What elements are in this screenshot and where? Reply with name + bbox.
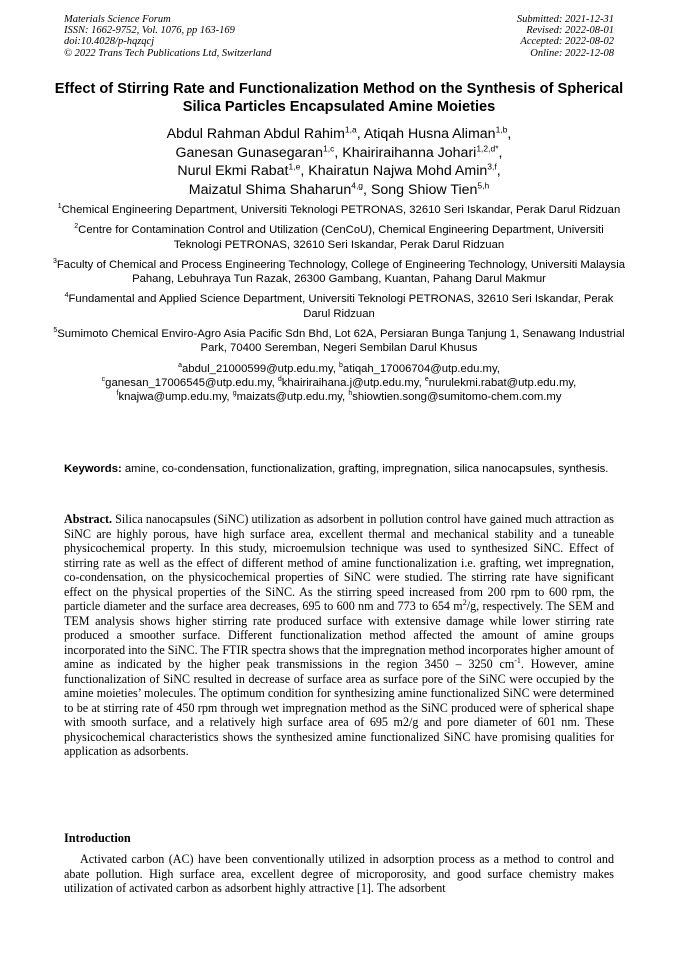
email-link[interactable]: nurulekmi.rabat@utp.edu.my, <box>428 376 577 389</box>
email-marker: h <box>348 390 353 398</box>
issn-line: ISSN: 1662-9752, Vol. 1076, pp 163-169 <box>64 25 235 37</box>
affiliation-4 <box>52 292 626 321</box>
author-marker: 5,h <box>477 180 490 191</box>
author-marker: 1,2,d* <box>476 142 499 153</box>
abstract-text: /g, respectively. The SEM and TEM analysis shows higher stirring rate produced surface with extensive damage while lower stirring rate produced a smoother surface. Different functionalization method affected the amount of amine groups incorporated into the SiNC. The FTIR spectra shows that the impregnation method incorporates higher amount of amine as indicated by the higher peak transmissions in the region 3450 – 3250 cm <box>64 599 614 671</box>
email-marker: g <box>232 390 237 398</box>
keywords-section <box>64 462 614 477</box>
email-marker: e <box>424 376 429 384</box>
paper-title: Effect of Stirring Rate and Functionalization Method on the Synthesis of Spherical Silica Particles Encapsulated Amine Moieties <box>54 81 624 115</box>
abstract-label: Abstract. <box>64 512 113 526</box>
affiliation-number: 4 <box>64 292 69 300</box>
email-link[interactable]: maizats@utp.edu.my, <box>236 391 346 404</box>
email-marker: f <box>116 390 119 398</box>
revised-date: Revised: 2022-08-01 <box>526 25 614 37</box>
online-date: Online: 2022-12-08 <box>530 47 614 59</box>
affiliation-number: 1 <box>57 203 62 211</box>
email-marker: b <box>339 361 343 369</box>
affiliation-text: Fundamental and Applied Science Department, Universiti Teknologi PETRONAS, 32610 Seri Iskandar, Perak Darul Ridzuan <box>68 293 614 320</box>
author-name: Maizatul Shima Shaharun <box>188 181 352 198</box>
author-marker: 4,g <box>351 180 364 191</box>
abstract-section <box>64 512 614 759</box>
author-marker: 1,e <box>288 161 301 172</box>
email-list <box>52 362 626 405</box>
abstract-superscript: 2 <box>462 597 467 607</box>
author-name: Abdul Rahman Abdul Rahim <box>166 126 345 142</box>
email-link[interactable]: abdul_21000599@utp.edu.my, <box>182 362 336 375</box>
abstract-text: Silica nanocapsules (SiNC) utilization as adsorbent in pollution control have gained much attraction as SiNC are highly porous, have high surface area, excellent thermal and mechanical stability and a tuneable physicochemical property. In this study, microemulsion technique was used to synthesized SiNC. Effect of stirring rate as well as the effect of different method of amine functionalization i.e. grafting, wet impregnation, co-condensation, on the physicochemical properties of SiNC were studied. The stirring rate have significant effect on the physical properties of the SiNC. As the stirring speed increased from 200 rpm to 600 rpm, the particle diameter and the surface area decreases, 695 to 600 nm and 773 to 654 m <box>64 512 614 613</box>
affiliation-number: 5 <box>53 327 58 335</box>
affiliation-2 <box>52 223 626 252</box>
affiliation-text: Sumimoto Chemical Enviro-Agro Asia Pacific Sdn Bhd, Lot 62A, Persiaran Bunga Tanjung 1, Senawang Industrial Park, 70400 Seremban, Negeri Sembilan Darul Khusus <box>57 328 625 355</box>
email-link[interactable]: shiowtien.song@sumitomo-chem.com.my <box>352 391 562 404</box>
keywords-text: amine, co-condensation, functionalization, grafting, impregnation, silica nanocapsules, synthesis. <box>121 463 609 475</box>
author-name: Nurul Ekmi Rabat <box>177 163 289 180</box>
journal-name: Materials Science Forum <box>64 14 171 25</box>
affiliation-text: Centre for Contamination Control and Utilization (CenCoU), Chemical Engineering Department, Universiti Teknologi PETRONAS, 32610 Seri Iskandar, Perak Darul Ridzuan <box>78 224 604 251</box>
affiliation-3 <box>52 258 626 287</box>
email-link[interactable]: knajwa@ump.edu.my, <box>118 391 230 404</box>
affiliation-text: Faculty of Chemical and Process Engineering Technology, College of Engineering Technology, Universiti Malaysia Pahang, Lebuhraya Tun Razak, 26300 Gambang, Kuantan, Pahang Darul Makmur <box>56 258 625 286</box>
author-name: Atiqah Husna Aliman <box>363 126 496 142</box>
journal-info <box>64 14 271 59</box>
email-link[interactable]: ganesan_17006545@utp.edu.my, <box>105 376 275 389</box>
author-name: Ganesan Gunasegaran <box>175 144 324 161</box>
email-link[interactable]: khairiraihana.j@utp.edu.my, <box>281 376 422 389</box>
abstract-superscript: -1 <box>514 655 521 665</box>
keywords-label: Keywords: <box>64 463 122 475</box>
accepted-date: Accepted: 2022-08-02 <box>520 36 614 48</box>
affiliations <box>52 203 626 405</box>
email-marker: a <box>178 361 183 369</box>
author-name: Song Shiow Tien <box>370 181 478 198</box>
dates-info <box>517 14 614 59</box>
email-marker: c <box>101 376 106 384</box>
author-marker: 1,b <box>495 124 508 135</box>
doi-line: doi:10.4028/p-hqzqcj <box>64 36 155 48</box>
author-marker: 1,a <box>344 124 357 135</box>
author-marker: 3,f <box>487 161 497 172</box>
email-link[interactable]: atiqah_17006704@utp.edu.my, <box>342 362 500 375</box>
affiliation-number: 2 <box>74 223 79 231</box>
author-name: Khairiraihanna Johari <box>342 144 477 161</box>
submitted-date: Submitted: 2021-12-31 <box>516 14 614 25</box>
author-name: Khairatun Najwa Mohd Amin <box>308 163 488 180</box>
affiliation-5 <box>52 327 626 356</box>
affiliation-text: Chemical Engineering Department, Universiti Teknologi PETRONAS, 32610 Seri Iskandar, Perak Darul Ridzuan <box>61 204 621 216</box>
introduction-heading: Introduction <box>64 831 131 845</box>
abstract-text: . However, amine functionalization of SiNC resulted in decrease of surface area as surface pore of the SiNC were occupied by the amine moieties’ molecules. The optimum condition for synthesizing amine functionalized SiNC were determined to be at stirring rate of 450 rpm through wet impregnation method as the SiNC produced were of spherical shape with smooth surface, and a relatively high surface area of 695 m2/g and pore diameter of 601 nm. These physicochemical characteristics shows the synthesized amine functionalized SiNC have promising qualities for application as adsorbents. <box>64 657 614 758</box>
affiliation-number: 3 <box>53 258 57 266</box>
copyright-line: © 2022 Trans Tech Publications Ltd, Switzerland <box>64 47 272 59</box>
introduction-text: Activated carbon (AC) have been conventionally utilized in adsorption process as a method to control and abate pollution. High surface area, excellent degree of microporosity, and good surface chemistry makes utilization of activated carbon as adsorbent highly attractive [1]. The adsorbent <box>64 852 614 896</box>
affiliation-1 <box>52 203 626 217</box>
author-list: Abdul Rahman Abdul Rahim$^{1,a}$, Atiqah Husna Aliman$^{1,b}$, Ganesan Gunasegaran$^{1,c}$, Khairiraihanna Johari$^{1,2,d*}$, Nurul Ekmi Rabat$^{1,e}$, Khairatun Najwa Mohd Amin$^{3,f}$, Maizatul Shima Shaharun$^{4,g}$, Song Shiow Tien$^{5,h}$ <box>166 124 512 198</box>
email-marker: d <box>277 376 282 384</box>
author-marker: 1,c <box>323 142 335 153</box>
